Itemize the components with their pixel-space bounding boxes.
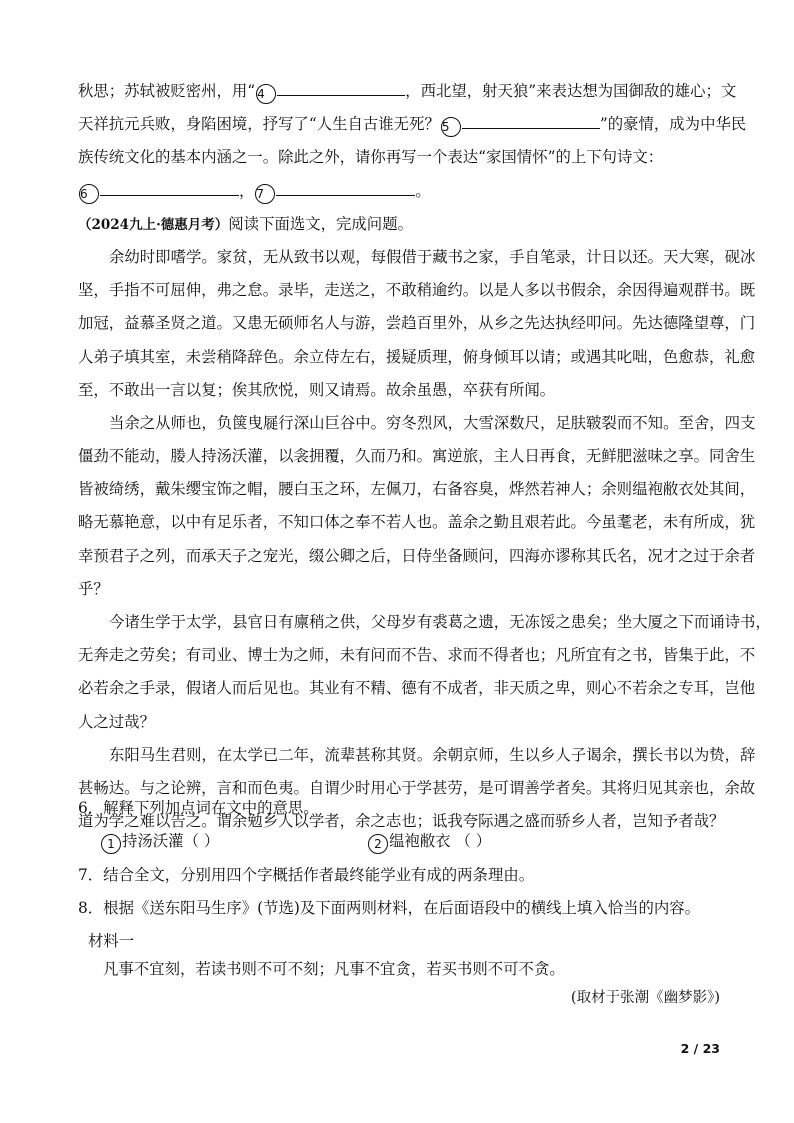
text-segment: 秋思；苏轼被贬密州，用“ — [78, 82, 256, 100]
answer-blank — [276, 178, 415, 196]
poem-fill-line-3: 族传统文化的基本内涵之一。除此之外，请你再写一个表达“家国情怀”的上下句诗文： — [78, 148, 664, 167]
question-6-option-2 — [367, 829, 491, 854]
passage-line: 东阳马生君则，在太学已二年，流辈甚称其贤。余朝京师，生以乡人子谒余，撰长书以为贽，辞 — [109, 745, 756, 764]
passage-line: 人弟子填其室，未尝稍降辞色。余立侍左右，援疑质理，俯身倾耳以请；或遇其叱咄，色愈恭，礼愈 — [78, 347, 756, 366]
passage-line: 皆被绮绣，戴朱缨宝饰之帽，腰白玉之环，左佩刀，右备容臭，烨然若神人；余则缊袍敝衣处其间， — [78, 480, 756, 499]
question-8: 8．根据《送东阳马生序》(节选)及下面两则材料，在后面语段中的横线上填入恰当的内容。 — [78, 899, 701, 917]
material-text: 凡事不宜刻，若读书则不可不刻；凡事不宜贪，若买书则不可不贪。 — [103, 960, 565, 978]
source-line — [78, 208, 722, 241]
question-6: 6．解释下列加点词在文中的意思。 — [78, 799, 319, 817]
question-6-option-1 — [100, 829, 219, 854]
circled-number: 1 — [101, 834, 121, 854]
text-segment: ，西北望，射天狼”来表达想为国御敌的雄心；文 — [405, 82, 737, 100]
circled-number: 5 — [441, 117, 461, 137]
poem-fill-line-4 — [78, 175, 722, 208]
poem-fill-line-1 — [78, 75, 737, 108]
circled-number: 6 — [79, 184, 99, 204]
material-source: (取材于张潮《幽梦影》) — [570, 990, 720, 1006]
circled-number: 7 — [255, 184, 275, 204]
answer-blank — [100, 178, 239, 196]
source-instruction: 阅读下面选文，完成问题。 — [228, 214, 413, 233]
passage-line: 今诸生学于太学，县官日有廪稍之供，父母岁有裘葛之遗，无冻馁之患矣；坐大厦之下而诵诗书， — [109, 613, 771, 631]
source-tag: （2024九上·德惠月考） — [78, 216, 229, 233]
document-body — [78, 75, 771, 838]
passage-line: 加冠，益慕圣贤之道。又患无硕师名人与游，尝趋百里外，从乡之先达执经叩问。先达德隆望尊，门 — [78, 314, 756, 333]
text-segment: 天祥抗元兵败，身陷困境，抒写了“人生自古谁无死？ — [78, 115, 440, 134]
poem-fill-line-2 — [78, 108, 747, 141]
answer-blank — [462, 111, 600, 129]
passage-line: 僵劲不能动，媵人持汤沃灌，以衾拥覆，久而乃和。寓逆旅，主人日再食，无鲜肥滋味之享。同舍生 — [78, 447, 756, 466]
passage-line: 当余之从师也，负箧曳屣行深山巨谷中。穷冬烈风，大雪深数尺，足肤皲裂而不知。至舍，四支 — [109, 413, 756, 432]
question-7: 7．结合全文，分别用四个字概括作者最终能学业有成的两条理由。 — [78, 866, 535, 884]
passage-line: 至，不敢出一言以复；俟其欣悦，则又请焉。故余虽愚，卒获有所闻。 — [78, 380, 556, 399]
passage-line: 幸预君子之列，而承天子之宠光，缀公卿之后，日侍坐备顾问，四海亦谬称其氏名，况才之过于余者 — [78, 546, 756, 565]
passage-line: 无奔走之劳矣；有司业、博士为之师，未有问而不告、求而不得者也；凡所宜有之书，皆集于此，不 — [78, 646, 756, 665]
page-number: 2 / 23 — [680, 1041, 720, 1056]
text-segment: ， — [239, 181, 255, 200]
option-text: 缊袍敝衣 （ ） — [389, 832, 492, 850]
passage-line: 余幼时即嗜学。家贫，无从致书以观，每假借于藏书之家，手自笔录，计日以还。天大寒，砚冰 — [109, 247, 756, 266]
passage-line: 略无慕艳意，以中有足乐者，不知口体之奉不若人也。盖余之勤且艰若此。今虽耄老，未有所成，犹 — [78, 513, 756, 532]
passage-line: 人之过哉？ — [78, 712, 155, 731]
text-segment: ”的豪情，成为中华民 — [599, 115, 747, 134]
circled-number: 2 — [368, 834, 388, 854]
circled-number: 4 — [256, 84, 276, 104]
passage-line: 道为学之难以告之。谓余勉乡人以学者，余之志也；诋我夸际遇之盛而骄乡人者，岂知予者哉？ — [78, 812, 725, 831]
option-text: 持汤沃灌（ ） — [122, 832, 220, 850]
passage-line: 坚，手指不可屈伸，弗之怠。录毕，走送之，不敢稍逾约。以是人多以书假余，余因得遍观群书。既 — [78, 281, 756, 300]
material-label: 材料一 — [88, 932, 135, 950]
answer-blank — [277, 78, 405, 96]
text-segment: 。 — [415, 181, 431, 200]
passage-line: 甚畅达。与之论辨，言和而色夷。自谓少时用心于学甚劳，是可谓善学者矣。其将归见其亲也，余故 — [78, 778, 756, 797]
passage-line: 必若余之手录，假诸人而后见也。其业有不精、德有不成者，非天质之卑，则心不若余之专耳，岂他 — [78, 679, 756, 698]
passage-line: 乎？ — [78, 579, 109, 598]
